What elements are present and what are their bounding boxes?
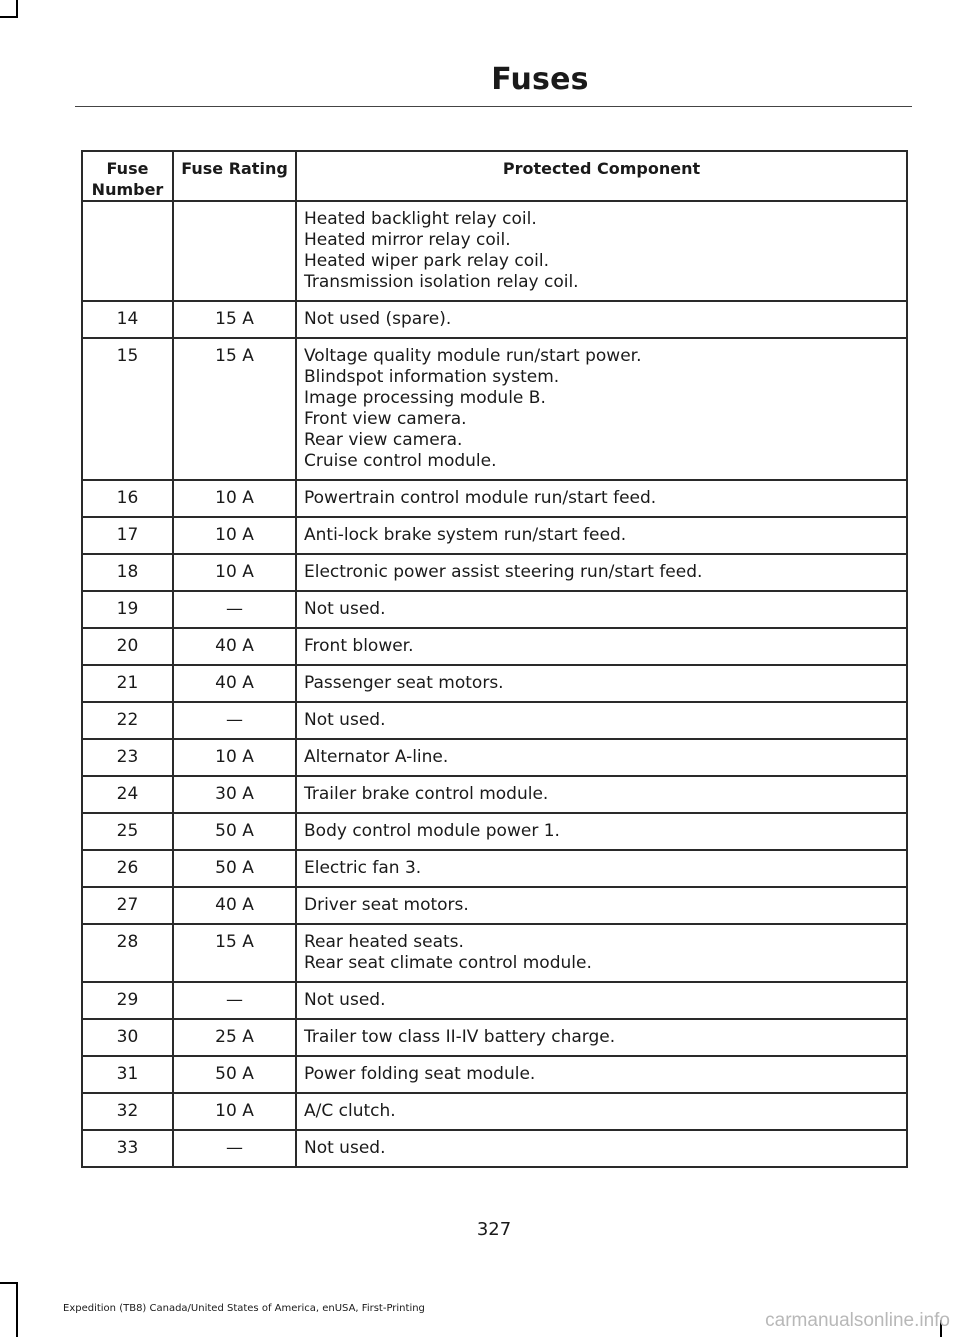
fuse-rating-cell: 10 A xyxy=(173,554,296,591)
protected-component-cell xyxy=(296,517,907,554)
crop-mark-top-left xyxy=(0,16,18,18)
fuse-number-cell: 20 xyxy=(82,628,173,665)
fuse-rating-cell: 25 A xyxy=(173,1019,296,1056)
crop-mark-bottom-left xyxy=(0,1282,18,1284)
protected-component-line: Transmission isolation relay coil. xyxy=(304,272,579,292)
fuse-rating-cell: — xyxy=(173,702,296,739)
protected-component-cell xyxy=(296,338,907,480)
fuse-rating-cell: 50 A xyxy=(173,813,296,850)
protected-component-line: Driver seat motors. xyxy=(304,895,469,915)
table-row xyxy=(82,338,907,480)
table-row xyxy=(82,887,907,924)
protected-component-line: Not used (spare). xyxy=(304,309,452,329)
protected-component-cell xyxy=(296,554,907,591)
fuse-rating-cell: 10 A xyxy=(173,480,296,517)
fuse-rating-cell: — xyxy=(173,591,296,628)
fuse-number-cell: 29 xyxy=(82,982,173,1019)
protected-component-line: Rear heated seats. xyxy=(304,932,464,952)
protected-component-line: Rear seat climate control module. xyxy=(304,953,592,973)
crop-mark-top-left xyxy=(16,0,18,16)
protected-component-cell xyxy=(296,628,907,665)
protected-component-line: Image processing module B. xyxy=(304,388,546,408)
protected-component-cell xyxy=(296,924,907,982)
table-row xyxy=(82,1093,907,1130)
table-row xyxy=(82,1130,907,1167)
protected-component-cell xyxy=(296,702,907,739)
watermark: carmanualsonline.info xyxy=(765,1310,950,1331)
protected-component-cell xyxy=(296,480,907,517)
protected-component-line: Not used. xyxy=(304,1138,386,1158)
fuse-number-cell: 16 xyxy=(82,480,173,517)
fuse-rating-cell: 50 A xyxy=(173,850,296,887)
protected-component-line: Not used. xyxy=(304,710,386,730)
protected-component-line: Not used. xyxy=(304,990,386,1010)
fuse-rating-cell: — xyxy=(173,982,296,1019)
fuse-number-cell: 15 xyxy=(82,338,173,480)
fuse-rating-cell xyxy=(173,201,296,301)
fuse-rating-cell: 10 A xyxy=(173,1093,296,1130)
table-row xyxy=(82,924,907,982)
protected-component-cell xyxy=(296,982,907,1019)
protected-component-line: Body control module power 1. xyxy=(304,821,560,841)
protected-component-line: Not used. xyxy=(304,599,386,619)
protected-component-cell xyxy=(296,1093,907,1130)
protected-component-cell xyxy=(296,301,907,338)
fuse-number-cell xyxy=(82,201,173,301)
fuse-rating-cell: 50 A xyxy=(173,1056,296,1093)
fuse-rating-cell: 40 A xyxy=(173,665,296,702)
column-header-fuse-number: Fuse Number xyxy=(82,151,173,201)
table-row xyxy=(82,739,907,776)
table-row xyxy=(82,702,907,739)
table-row xyxy=(82,517,907,554)
fuse-rating-cell: 30 A xyxy=(173,776,296,813)
column-header-protected-component: Protected Component xyxy=(296,151,907,201)
table-header-row xyxy=(82,151,907,201)
table-row xyxy=(82,301,907,338)
protected-component-line: Rear view camera. xyxy=(304,430,463,450)
fuse-table xyxy=(81,150,908,1168)
table-row xyxy=(82,201,907,301)
fuse-rating-cell: — xyxy=(173,1130,296,1167)
fuse-number-cell: 30 xyxy=(82,1019,173,1056)
protected-component-cell xyxy=(296,1130,907,1167)
fuse-number-cell: 32 xyxy=(82,1093,173,1130)
fuse-number-cell: 18 xyxy=(82,554,173,591)
protected-component-line: Passenger seat motors. xyxy=(304,673,504,693)
title-divider xyxy=(75,106,912,107)
protected-component-line: Front blower. xyxy=(304,636,414,656)
protected-component-line: Heated backlight relay coil. xyxy=(304,209,537,229)
protected-component-line: A/C clutch. xyxy=(304,1101,396,1121)
table-row xyxy=(82,982,907,1019)
fuse-number-cell: 31 xyxy=(82,1056,173,1093)
protected-component-line: Trailer tow class II-IV battery charge. xyxy=(304,1027,616,1047)
fuse-number-cell: 26 xyxy=(82,850,173,887)
fuse-number-cell: 22 xyxy=(82,702,173,739)
column-header-fuse-rating: Fuse Rating xyxy=(173,151,296,201)
table-row xyxy=(82,480,907,517)
page-title: Fuses xyxy=(491,62,589,97)
fuse-number-cell: 23 xyxy=(82,739,173,776)
table-row xyxy=(82,665,907,702)
fuse-rating-cell: 15 A xyxy=(173,924,296,982)
protected-component-cell xyxy=(296,813,907,850)
protected-component-line: Heated mirror relay coil. xyxy=(304,230,511,250)
fuse-rating-cell: 40 A xyxy=(173,628,296,665)
table-row xyxy=(82,628,907,665)
table-row xyxy=(82,1019,907,1056)
protected-component-cell xyxy=(296,591,907,628)
fuse-rating-cell: 10 A xyxy=(173,517,296,554)
protected-component-cell xyxy=(296,850,907,887)
fuse-rating-cell: 10 A xyxy=(173,739,296,776)
fuse-rating-cell: 15 A xyxy=(173,338,296,480)
protected-component-line: Trailer brake control module. xyxy=(304,784,549,804)
protected-component-cell xyxy=(296,1056,907,1093)
protected-component-line: Powertrain control module run/start feed. xyxy=(304,488,657,508)
fuse-number-cell: 24 xyxy=(82,776,173,813)
fuse-number-cell: 28 xyxy=(82,924,173,982)
fuse-number-cell: 14 xyxy=(82,301,173,338)
protected-component-cell xyxy=(296,1019,907,1056)
table-row xyxy=(82,850,907,887)
protected-component-cell xyxy=(296,776,907,813)
protected-component-line: Front view camera. xyxy=(304,409,467,429)
protected-component-cell xyxy=(296,739,907,776)
protected-component-line: Electronic power assist steering run/start feed. xyxy=(304,562,703,582)
protected-component-line: Anti-lock brake system run/start feed. xyxy=(304,525,627,545)
crop-mark-bottom-left xyxy=(16,1282,18,1337)
footer-text: Expedition (TB8) Canada/United States of America, enUSA, First-Printing xyxy=(63,1303,425,1314)
protected-component-cell xyxy=(296,665,907,702)
fuse-number-cell: 19 xyxy=(82,591,173,628)
fuse-number-cell: 21 xyxy=(82,665,173,702)
table-row xyxy=(82,776,907,813)
protected-component-line: Blindspot information system. xyxy=(304,367,560,387)
fuse-rating-cell: 15 A xyxy=(173,301,296,338)
protected-component-line: Electric fan 3. xyxy=(304,858,422,878)
fuse-number-cell: 33 xyxy=(82,1130,173,1167)
protected-component-line: Cruise control module. xyxy=(304,451,497,471)
fuse-number-cell: 27 xyxy=(82,887,173,924)
fuse-number-cell: 17 xyxy=(82,517,173,554)
table-row xyxy=(82,591,907,628)
fuse-rating-cell: 40 A xyxy=(173,887,296,924)
protected-component-cell xyxy=(296,201,907,301)
protected-component-line: Heated wiper park relay coil. xyxy=(304,251,549,271)
table-body xyxy=(82,201,907,1167)
protected-component-line: Alternator A-line. xyxy=(304,747,449,767)
page-number: 327 xyxy=(476,1219,512,1240)
table-row xyxy=(82,554,907,591)
protected-component-cell xyxy=(296,887,907,924)
protected-component-line: Voltage quality module run/start power. xyxy=(304,346,642,366)
fuse-number-cell: 25 xyxy=(82,813,173,850)
protected-component-line: Power folding seat module. xyxy=(304,1064,536,1084)
table-row xyxy=(82,813,907,850)
table-row xyxy=(82,1056,907,1093)
